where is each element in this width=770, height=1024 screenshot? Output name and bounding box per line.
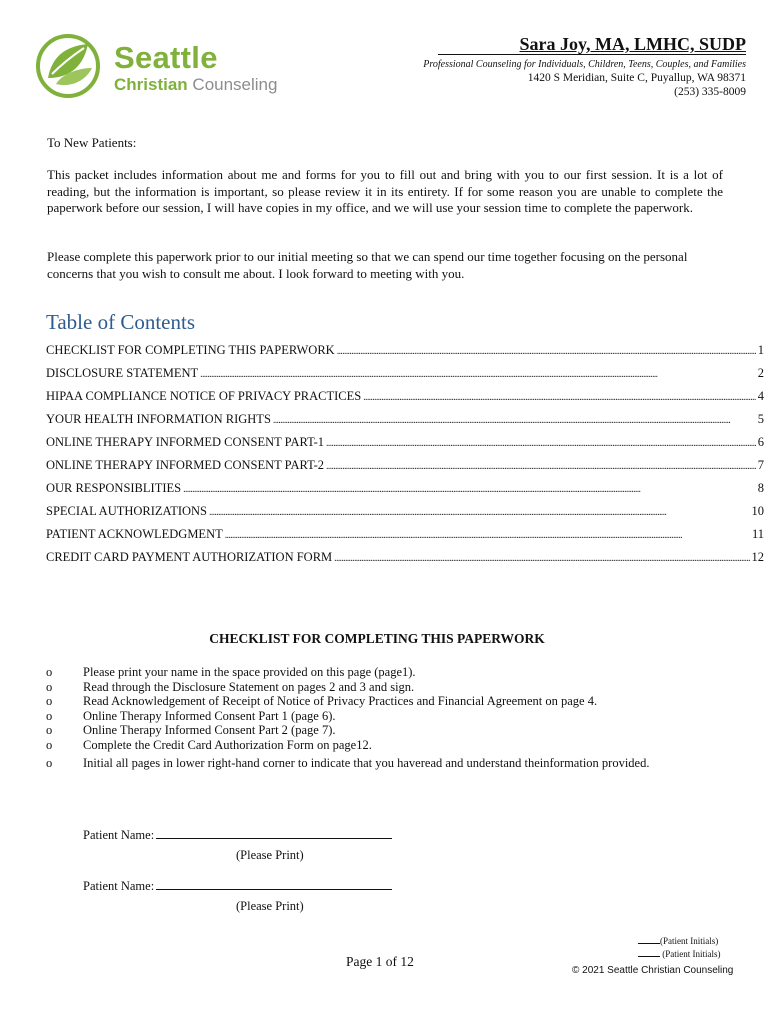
initials-label: (Patient Initials) [660,936,719,946]
address: 1420 S Meridian, Suite C, Puyallup, WA 98371 [527,72,746,84]
copyright: © 2021 Seattle Christian Counseling [572,965,734,976]
toc-entry-label[interactable]: YOUR HEALTH INFORMATION RIGHTS [46,412,271,426]
please-print-note: (Please Print) [236,899,304,913]
toc-entry-page: 10 [751,504,764,518]
toc-entry[interactable] [46,340,764,363]
toc-entry[interactable] [46,455,764,478]
toc-entry-label[interactable]: ONLINE THERAPY INFORMED CONSENT PART-1 [46,435,324,449]
checklist-bullet: o [46,756,53,770]
page-number: Page 1 of 12 [346,954,414,969]
toc-entry[interactable] [46,547,764,570]
toc-leader-dots [273,409,756,431]
toc-leader-dots [363,386,756,408]
toc-entry-page: 1 [757,343,764,357]
checklist-item-text: Please print your name in the space provided on this page (page1). [83,665,416,679]
checklist-bullet: o [46,694,53,708]
patient-name-line[interactable] [156,877,392,890]
toc-entry-page: 12 [751,550,764,564]
phone: (253) 335-8009 [674,86,746,98]
toc-entry-page: 6 [757,435,764,449]
checklist-item-text: Online Therapy Informed Consent Part 1 (page 6). [83,708,336,723]
checklist-item [46,694,746,709]
toc-leader-dots [209,501,750,523]
leaf-logo-icon [34,34,104,98]
checklist-title: CHECKLIST FOR COMPLETING THIS PAPERWORK [209,631,545,646]
toc-title: Table of Contents [46,310,195,334]
toc-entry[interactable] [46,524,764,547]
toc-entry-label[interactable]: PATIENT ACKNOWLEDGMENT [46,527,223,541]
letterhead [423,34,746,98]
toc-entry[interactable] [46,386,764,409]
initials-label: (Patient Initials) [662,949,721,959]
toc-leader-dots [334,547,749,569]
toc-entry-label[interactable]: CHECKLIST FOR COMPLETING THIS PAPERWORK [46,343,335,357]
toc-leader-dots [337,340,756,362]
therapist-name: Sara Joy, MA, LMHC, SUDP [438,34,747,55]
toc-entry-page: 5 [757,412,764,426]
toc-leader-dots [326,455,756,477]
toc-entry[interactable] [46,432,764,455]
patient-name-label: Patient Name: [83,879,155,893]
checklist-item-text: Read through the Disclosure Statement on pages 2 and 3 and sign. [83,679,415,694]
checklist-item-text: Initial all pages in lower right-hand corner to indicate that you haveread and understand theinformation provided. [83,756,650,770]
tagline: Professional Counseling for Individuals, Children, Teens, Couples, and Families [423,59,746,70]
toc-entry[interactable] [46,409,764,432]
toc-entry-label[interactable]: SPECIAL AUTHORIZATIONS [46,504,207,518]
intro-paragraph-1: This packet includes information about me and forms for you to fill out and bring with you to our first session. It is a lot of reading, but the information is important, so please review it in its entirety. If for some reason you are unable to complete the paperwork before our session, I will have copies in my office, and we will use your session time to complete the paperwork. [47,167,723,215]
toc-leader-dots [326,432,756,454]
toc-entry-page: 8 [757,481,764,495]
please-print-note: (Please Print) [236,848,304,862]
checklist-item [46,680,746,695]
toc-entry[interactable] [46,501,764,524]
checklist-item-text: Read Acknowledgement of Receipt of Notice of Privacy Practices and Financial Agreement on page 4. [83,694,598,708]
table-of-contents [46,340,764,570]
checklist-bullet: o [46,737,53,752]
initials-line[interactable] [638,935,660,944]
checklist-bullet: o [46,679,53,694]
checklist-item [46,723,746,738]
patient-name-field-2[interactable] [83,877,392,894]
checklist-item [46,756,746,771]
toc-entry-label[interactable]: CREDIT CARD PAYMENT AUTHORIZATION FORM [46,550,333,564]
toc-entry-label[interactable]: HIPAA COMPLIANCE NOTICE OF PRIVACY PRACTICES [46,389,362,403]
patient-name-field-1[interactable] [83,826,392,843]
toc-entry-page: 2 [757,366,764,380]
checklist-item-text: Complete the Credit Card Authorization Form on page12. [83,737,372,752]
toc-leader-dots [200,363,756,385]
logo-word-seattle: Seattle [114,40,218,75]
toc-entry-label[interactable]: DISCLOSURE STATEMENT [46,366,199,380]
logo-word-counseling: Counseling [187,75,278,94]
checklist [46,665,746,771]
checklist-bullet: o [46,723,53,737]
toc-entry-page: 11 [751,527,764,541]
checklist-item [46,709,746,724]
toc-entry-page: 7 [757,458,764,472]
patient-name-line[interactable] [156,826,392,839]
checklist-item [46,665,746,680]
toc-entry[interactable] [46,363,764,386]
checklist-bullet: o [46,708,53,723]
toc-entry-label[interactable]: ONLINE THERAPY INFORMED CONSENT PART-2 [46,458,324,472]
logo-word-christian-counseling [114,75,277,95]
greeting: To New Patients: [47,135,137,150]
patient-initials-2[interactable] [638,948,721,959]
logo [34,34,314,98]
toc-leader-dots [183,478,756,500]
patient-initials-1[interactable] [638,935,718,946]
toc-entry-page: 4 [757,389,764,403]
toc-entry[interactable] [46,478,764,501]
checklist-item [46,738,746,753]
initials-line[interactable] [638,948,660,957]
logo-word-christian: Christian [114,75,188,94]
checklist-item-text: Online Therapy Informed Consent Part 2 (page 7). [83,723,336,737]
checklist-bullet: o [46,665,53,679]
patient-name-label: Patient Name: [83,828,155,842]
intro-paragraph-2: Please complete this paperwork prior to our initial meeting so that we can spend our time together focusing on the personal concerns that you wish to consult me about. I look forward to meeting with you. [47,249,688,281]
toc-entry-label[interactable]: OUR RESPONSIBLITIES [46,481,182,495]
toc-leader-dots [225,524,750,546]
